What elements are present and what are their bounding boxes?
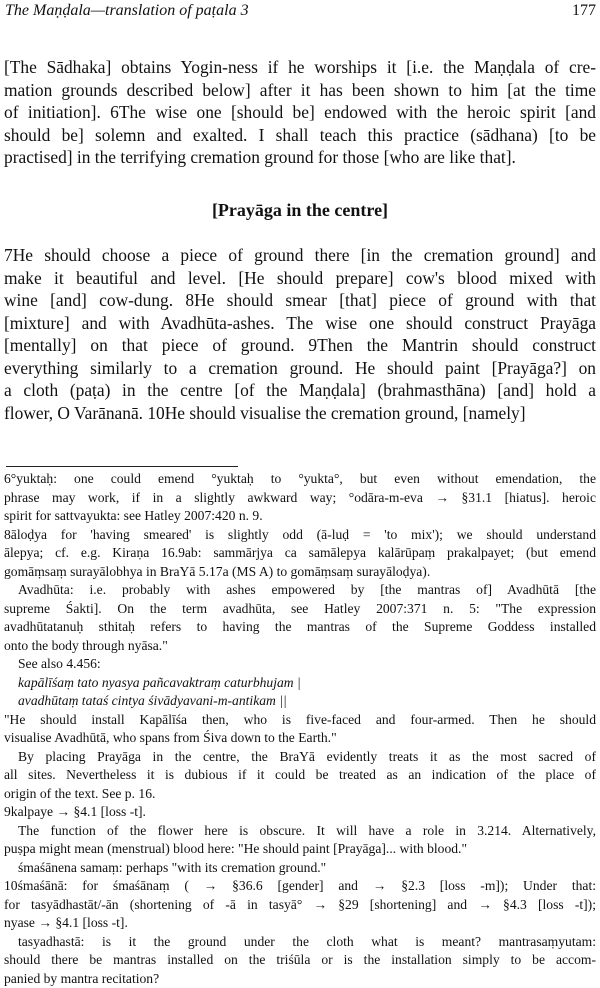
footnote-line: all sites. Nevertheless it is dubious if it could be treated as an indication of the place of xyxy=(4,766,596,785)
text-line: [mixture] and with Avadhūta-ashes. The wise one should construct Prayāga xyxy=(4,312,596,335)
footnote-line: should there be mantras installed on the triśūla or is the installation simply to be accom- xyxy=(4,951,596,970)
text-line: make it beautiful and level. [He should prepare] cow's blood mixed with xyxy=(4,267,596,290)
text-line: practised] in the terrifying cremation ground for those [who are like that]. xyxy=(4,146,596,169)
footnote-line: kapālīśaṃ tato nyasya pañcavaktraṃ caturbhujam | xyxy=(4,674,596,693)
text-line: [The Sādhaka] obtains Yogin-ness if he worships it [i.e. the Maṇḍala of cre- xyxy=(4,56,596,79)
footnote-line: Avadhūta: i.e. probably with ashes empowered by [the mantras of] Avadhūtā [the xyxy=(4,581,596,600)
page-number: 177 xyxy=(572,0,596,22)
section-heading: [Prayāga in the centre] xyxy=(0,198,600,222)
footnote-line: onto the body through nyāsa." xyxy=(4,637,596,656)
footnote-line: avadhūtatanuḥ sthitaḥ refers to having the mantras of the Supreme Goddess installed xyxy=(4,618,596,637)
footnote-line: origin of the text. See p. 16. xyxy=(4,785,596,804)
footnote-line: tasyadhastā: is it the ground under the cloth what is meant? mantrasaṃyutam: xyxy=(4,933,596,952)
text-line: wine [and] cow-dung. 8He should smear [that] piece of ground with that xyxy=(4,289,596,312)
footnote-line: puṣpa might mean (menstrual) blood here: "He should paint [Prayāga]... with blood." xyxy=(4,840,596,859)
footnote-line: nyase → §4.1 [loss -t]. xyxy=(4,914,596,933)
footnotes xyxy=(4,470,596,988)
footnote-line: By placing Prayāga in the centre, the BraYā evidently treats it as the most sacred of xyxy=(4,748,596,767)
footnote-line: ālepya; cf. e.g. Kiraṇa 16.9ab: sammārjya ca samālepya kalārūpaṃ prakalpayet; (but emend xyxy=(4,544,596,563)
paragraph-1 xyxy=(4,56,596,169)
text-line: [mentally] on that piece of ground. 9Then the Mantrin should construct xyxy=(4,334,596,357)
footnote-line: supreme Śakti]. On the term avadhūta, see Hatley 2007:371 n. 5: "The expression xyxy=(4,600,596,619)
footnote-line: The function of the flower here is obscure. It will have a role in 3.214. Alternatively, xyxy=(4,822,596,841)
footnote-line: avadhūtaṃ tataś cintya śivādyavani-m-antikam || xyxy=(4,692,596,711)
footnote-line: See also 4.456: xyxy=(4,655,596,674)
footnote-line: śmaśānena samaṃ: perhaps "with its cremation ground." xyxy=(4,859,596,878)
footnote-line: 10śmaśānā: for śmaśānaṃ ( → §36.6 [gender] and → §2.3 [loss -m]); Under that: xyxy=(4,877,596,896)
footnote-line: 6°yuktaḥ: one could emend °yuktaḥ to °yukta°, but even without emendation, the xyxy=(4,470,596,489)
text-line: of initiation]. 6The wise one [should be] endowed with the heroic spirit [and xyxy=(4,101,596,124)
footnote-line: spirit for sattvayukta: see Hatley 2007:420 n. 9. xyxy=(4,507,596,526)
text-line: a cloth (paṭa) in the centre [of the Maṇḍala] (brahmasthāna) [and] hold a xyxy=(4,379,596,402)
running-head-title: The Maṇḍala—translation of paṭala 3 xyxy=(5,0,249,22)
text-line: flower, O Varānanā. 10He should visualise the cremation ground, [namely] xyxy=(4,402,596,425)
text-line: everything similarly to a cremation ground. He should paint [Prayāga?] on xyxy=(4,357,596,380)
footnote-line: 8āloḍya for 'having smeared' is slightly odd (ā-luḍ = 'to mix'); we should understand xyxy=(4,526,596,545)
text-line: should be] solemn and exalted. I shall teach this practice (sādhana) [to be xyxy=(4,124,596,147)
footnote-rule xyxy=(6,466,238,467)
running-head xyxy=(5,0,600,22)
text-line: mation grounds described below] after it has been shown to him [at the time xyxy=(4,79,596,102)
text-line: 7He should choose a piece of ground there [in the cremation ground] and xyxy=(4,244,596,267)
footnote-line: 9kalpaye → §4.1 [loss -t]. xyxy=(4,803,596,822)
footnote-line: for tasyādhastāt/-ān (shortening of -ā in tasyā° → §29 [shortening] and → §4.3 [loss -t]); xyxy=(4,896,596,915)
footnote-line: phrase may work, if in a slightly awkward way; °odāra-m-eva → §31.1 [hiatus]. heroic xyxy=(4,489,596,508)
footnote-line: panied by mantra recitation? xyxy=(4,970,596,988)
footnote-line: gomāṃsaṃ surayālobhya in BraYā 5.17a (MS A) to gomāṃsaṃ surayāloḍya). xyxy=(4,563,596,582)
footnote-line: visualise Avadhūtā, who spans from Śiva down to the Earth." xyxy=(4,729,596,748)
paragraph-2 xyxy=(4,244,596,424)
footnote-line: "He should install Kapālīśa then, who is five-faced and four-armed. Then he should xyxy=(4,711,596,730)
